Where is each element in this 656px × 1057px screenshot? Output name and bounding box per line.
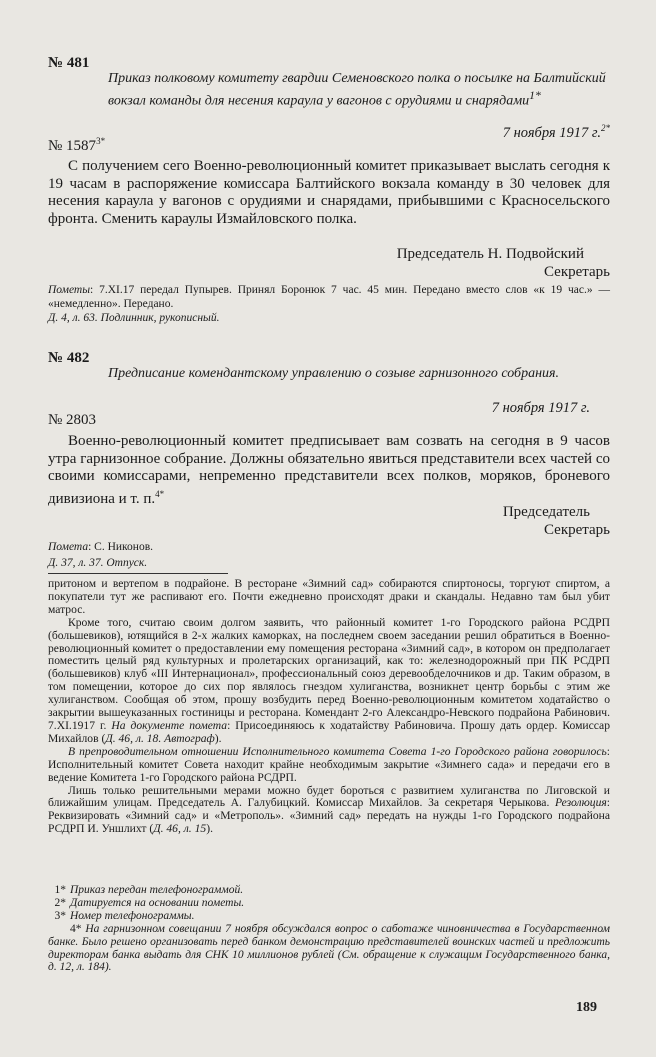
doc-482-signature-secretary: Секретарь — [543, 522, 610, 538]
footnote-text-span: : Присоединяюсь к ходатайству Рабиновича. Прошу дать ордер. Комиссар Михайлов ( — [48, 718, 610, 745]
doc-481-heading-footnote-mark: 1* — [529, 89, 541, 102]
footnote-mark: 1* — [54, 884, 66, 896]
footnote-text-span: Кроме того, считаю своим долгом заявить, что районный комитет 1-го Городского района РСДРП (большевиков), ютящийся в 2-х жалких каморках, на последнем своем заседании решил обратиться в Военно-революционный комитет о предоставлении ему помещения ресторана «Зимний сад», в котором он предполагает поместить целый ряд культурных и пролетарских организаций, как то: железнодорожный при ПК РСДРП (большевиков) клуб «III Интернационал», профессиональный союз деревообделочников и др. Таким образом, в том помещении, которое до сих пор являлось гнездом хулиганства, возникнет центр борьбы с этим же хулиганством. Сообщая об этом, прошу возбудить перед Военно-революционным комитетом ходатайство о закрытии вышеуказанных гостиницы и ресторана. Комендант 2-го Александро-Невского подрайона Рабинович. 7.XI.1917 г. — [48, 615, 610, 732]
footnote-item-text: Датируется на основании пометы. — [70, 896, 245, 909]
footnote-paragraph: притоном и вертепом в подрайоне. В ресторане «Зимний сад» собираются спиртоносы, торгуют спиртом, а покупатели тут же распивают его. Почти ежедневно происходят драки и скандалы. Недавно там был убит матрос. — [48, 577, 610, 616]
footnote-italic-span: На документе помета — [111, 718, 228, 732]
footnote-text-span: ). — [206, 822, 213, 836]
doc-481-number: № 481 — [48, 55, 90, 71]
footnote-paragraph — [48, 746, 610, 785]
doc-481-notes-label: Пометы — [48, 284, 91, 296]
footnote-italic-span: Д. 46, л. 15 — [153, 822, 207, 836]
doc-481-heading-text: Приказ полковому комитету гвардии Семеновского полка о посылке на Балтийский вокзал команды для несения караула у вагонов с орудиями и снарядами — [108, 71, 606, 109]
footnote-item-text: Номер телефонограммы. — [70, 909, 195, 922]
footnote-text-span: Лишь только решительными мерами можно будет бороться с развитием хулиганства по Лиговской и ближайшим улицам. Председатель А. Галубицкий. Комиссар Михайлов. За секретаря Черыкова. — [48, 783, 610, 810]
doc-481-reg-number-text: № 1587 — [48, 138, 97, 154]
doc-482-heading: Предписание комендантскому управлению о созыве гарнизонного собрания. — [108, 366, 560, 381]
footnote-item — [48, 884, 610, 897]
footnote-item-text: На гарнизонном совещании 7 ноября обсуждался вопрос о саботаже чиновничества в Государственном банке. Было решено организовать перед банком демонстрацию представителей воинских частей и предложить директорам банка выдать для СНК 10 миллионов рублей (См. обращение к служащим Государственного банка, д. 12, л. 184). — [48, 922, 610, 974]
footnote-item — [48, 910, 610, 923]
doc-482-source: Д. 37, л. 37. Отпуск. — [48, 557, 148, 569]
footnote-mark: 3* — [54, 909, 66, 922]
doc-482-signature-chair: Председатель — [502, 504, 590, 520]
footnote-continuation — [48, 578, 610, 836]
doc-481-notes-text: : 7.XI.17 передал Пупырев. Принял Боронюк 7 час. 45 мин. Передано вместо слов «к 19 час.» — «немедленно». Передано. — [48, 284, 610, 310]
doc-482-date: 7 ноября 1917 г. — [491, 400, 590, 416]
footnote-italic-span: В препроводительном отношении Исполнительного комитета Совета 1-го Городского района говорилось — [68, 744, 607, 758]
footnote-text-span: ). — [214, 731, 222, 745]
footnote-paragraph — [48, 785, 610, 837]
doc-482-note — [48, 540, 153, 554]
doc-481-reg-footnote-mark: 3* — [96, 136, 106, 146]
footnote-paragraph — [48, 617, 610, 746]
footnote-item — [48, 897, 610, 910]
footnote-text-span: : Реквизировать «Зимний сад» и «Метрополь». «Зимний сад» передать на нужды 1-го Городского подрайона РСДРП И. Уншлихт ( — [48, 796, 610, 836]
footnote-divider — [48, 573, 228, 574]
doc-482-body — [48, 433, 610, 508]
doc-481-signature-chair: Председатель Н. Подвойский — [396, 246, 584, 262]
footnote-item-text: Приказ передан телефонограммой. — [70, 884, 244, 896]
page-number: 189 — [576, 1000, 597, 1015]
footnote-italic-span: Резолюция — [555, 796, 607, 810]
footnote-italic-span: Д. 46, л. 18. Автограф — [105, 731, 215, 745]
doc-481-body: С получением сего Военно-революционный комитет приказывает выслать сегодня к 19 часам в распоряжение комиссара Балтийского вокзала команду в 30 человек для несения караула у вагонов с орудиями и снарядами, прибывшими с Красносельского фронта. Сменить караулы Измайловского полка. — [48, 158, 610, 227]
doc-481-date — [300, 123, 610, 142]
doc-481-heading — [108, 70, 608, 110]
doc-482-note-label: Помета — [48, 541, 89, 553]
footnote-text-span: : Исполнительный комитет Совета находит крайне необходимым закрытие «Зимнего сада» и передачи его в ведение Комитета 1-го Городского района РСДРП. — [48, 744, 610, 784]
doc-482-reg-number: № 2803 — [48, 412, 97, 428]
footnotes-list — [48, 884, 610, 974]
doc-481-date-text: 7 ноября 1917 г. — [502, 124, 601, 141]
doc-482-body-text: Военно-революционный комитет предписывает вам созвать на сегодня в 9 часов утра гарнизонное собрание. Должны обязательно явиться представители всех частей со своими комиссарами, непременно представители всех полков, моряков, броневого дивизиона и т. п. — [48, 433, 610, 507]
doc-481-date-footnote-mark: 2* — [601, 123, 610, 133]
doc-481-source: Д. 4, л. 63. Подлинник, рукописный. — [48, 312, 220, 324]
footnote-mark: 4* — [70, 922, 82, 935]
footnote-mark: 2* — [54, 896, 66, 909]
doc-481-notes — [48, 283, 610, 311]
doc-482-number: № 482 — [48, 350, 90, 366]
doc-482-body-footnote-mark: 4* — [155, 488, 165, 499]
doc-481-reg-number — [48, 136, 105, 155]
footnote-item — [48, 923, 610, 975]
doc-482-note-text: : С. Никонов. — [88, 541, 154, 553]
doc-481-signature-secretary: Секретарь — [543, 264, 610, 280]
